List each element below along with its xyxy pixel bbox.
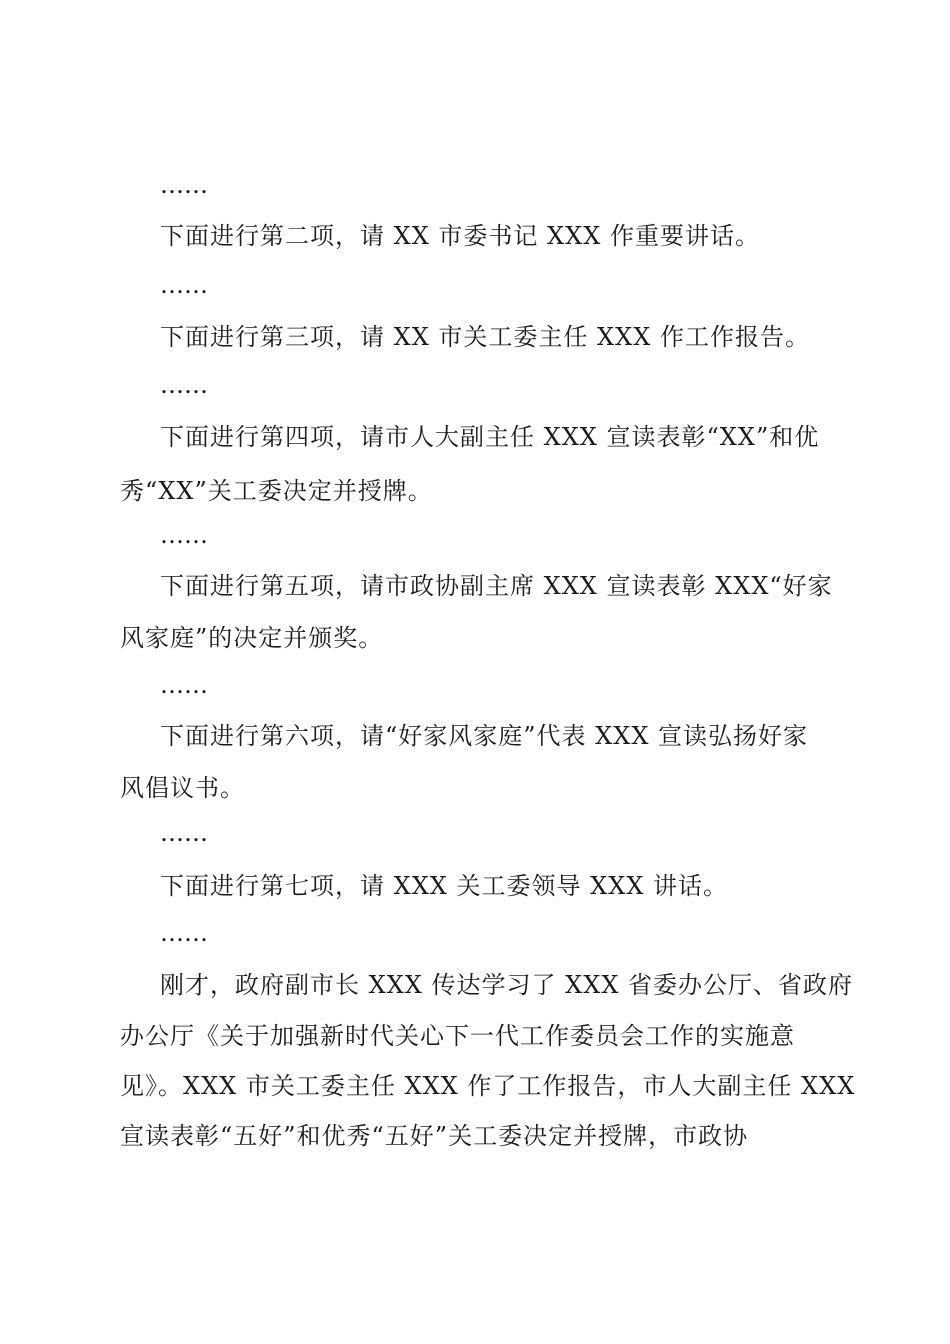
paragraph-line: 下面进行第五项，请市政协副主席 XXX 宣读表彰 XXX“好家 <box>160 572 833 600</box>
paragraph-line: 宣读表彰“五好”和优秀“五好”关工委决定并授牌，市政协 <box>120 1122 749 1150</box>
ellipsis-line: …… <box>160 671 208 699</box>
paragraph-line: 刚才，政府副市长 XXX 传达学习了 XXX 省委办公厅、省政府 <box>160 971 854 999</box>
ellipsis-line: …… <box>160 271 208 299</box>
ellipsis-line: …… <box>160 521 208 549</box>
paragraph-line: 风家庭”的决定并颁奖。 <box>120 624 384 652</box>
ellipsis-line: …… <box>160 371 208 399</box>
paragraph-line: 秀“XX”关工委决定并授牌。 <box>120 477 433 505</box>
paragraph-line: 下面进行第四项，请市人大副主任 XXX 宣读表彰“XX”和优 <box>160 423 820 451</box>
paragraph-line: 风倡议书。 <box>120 774 245 802</box>
ellipsis-line: …… <box>160 819 208 847</box>
paragraph-line: 下面进行第七项，请 XXX 关工委领导 XXX 讲话。 <box>160 872 729 900</box>
ellipsis-line: …… <box>160 919 208 947</box>
paragraph-line: 见》。XXX 市关工委主任 XXX 作了工作报告，市人大副主任 XXX <box>120 1072 856 1100</box>
ellipsis-line: …… <box>160 171 208 199</box>
paragraph-line: 下面进行第二项，请 XX 市委书记 XXX 作重要讲话。 <box>160 222 760 250</box>
paragraph-line: 下面进行第六项，请“好家风家庭”代表 XXX 宣读弘扬好家 <box>160 722 809 750</box>
paragraph-line: 下面进行第三项，请 XX 市关工委主任 XXX 作工作报告。 <box>160 323 810 351</box>
paragraph-line: 办公厅《关于加强新时代关心下一代工作委员会工作的实施意 <box>120 1022 795 1050</box>
